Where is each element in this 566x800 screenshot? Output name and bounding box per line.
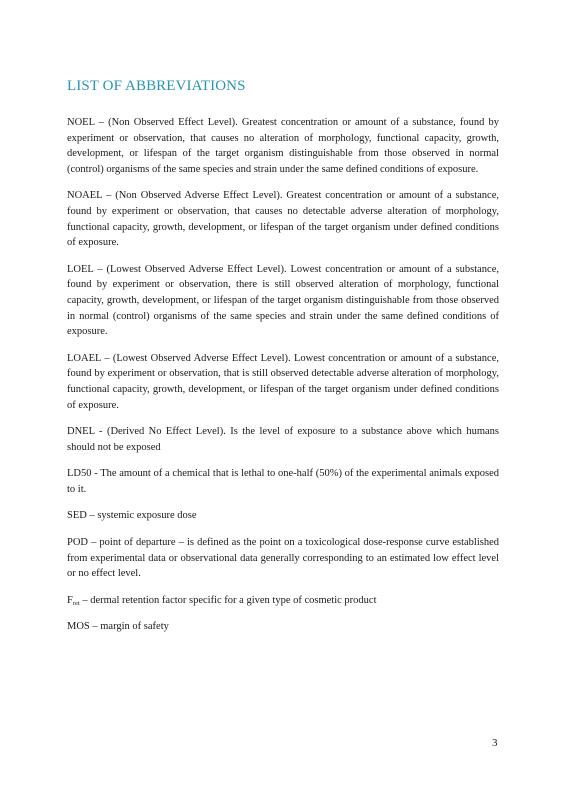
page-title: LIST OF ABBREVIATIONS (67, 78, 246, 94)
abbreviation-noel: NOEL – (Non Observed Effect Level). Greatest concentration or amount of a substance, found by experiment or observation, that causes no alteration of morphology, functional capacity, growth, development, or lifespan of the target organism distinguishable from those observed in normal (control) organisms of the same species and strain under the same defined conditions of exposure. (67, 117, 499, 175)
abbreviation-pod: POD – point of departure – is defined as the point on a toxicological dose-response curve established from experimental data or observational data generally corresponding to an estimated low effect level or no effect level. (67, 537, 499, 580)
fret-definition: – dermal retention factor specific for a given type of cosmetic product (79, 594, 377, 606)
abbreviation-noael: NOAEL – (Non Observed Adverse Effect Level). Greatest concentration or amount of a substance, found by experiment or observation, that causes no detectable adverse alteration of morphology, functional capacity, growth, development, or lifespan of the target organism under defined conditions of exposure. (67, 190, 499, 249)
abbreviation-dnel: DNEL - (Derived No Effect Level). Is the level of exposure to a substance above which humans should not be exposed (67, 426, 499, 453)
page-content (67, 78, 499, 646)
fret-symbol: F (67, 594, 73, 606)
page-number: 3 (492, 737, 498, 749)
abbreviation-mos: MOS – margin of safety (67, 621, 169, 633)
fret-subscript: ret (72, 599, 80, 607)
abbreviation-sed: SED – systemic exposure dose (67, 510, 197, 522)
abbreviation-ld50: LD50 - The amount of a chemical that is lethal to one-half (50%) of the experimental animals exposed to it. (67, 468, 499, 495)
abbreviation-loel: LOEL – (Lowest Observed Adverse Effect Level). Lowest concentration or amount of a substance, found by experiment or observation, there is still observed alteration of morphology, functional capacity, growth, development, or lifespan of the target organism distinguishable from those observed in normal (control) organisms of the same species and strain under the same defined conditions of exposure. (67, 263, 499, 338)
abbreviation-loael: LOAEL – (Lowest Observed Adverse Effect Level). Lowest concentration or amount of a substance, found by experiment or observation, that is still observed detectable adverse alteration of morphology, functional capacity, growth, development, or lifespan of the target organism under defined conditions of exposure. (67, 352, 499, 411)
abbreviation-fret (67, 593, 499, 609)
